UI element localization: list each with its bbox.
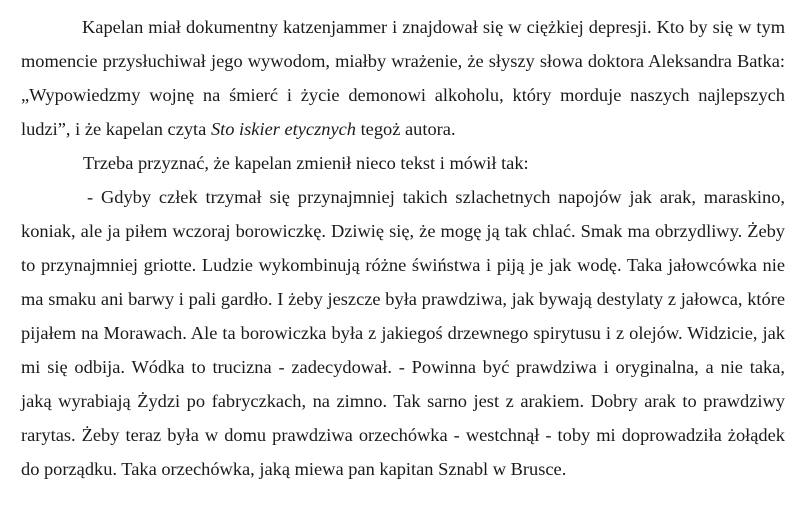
document-page bbox=[21, 10, 785, 486]
paragraph-transition: Trzeba przyznać, że kapelan zmienił nieco tekst i mówił tak: bbox=[83, 153, 529, 173]
paragraph-intro bbox=[21, 10, 785, 146]
paragraph-intro-ending: tegoż autora. bbox=[355, 119, 456, 139]
paragraph-monologue: - Gdyby człek trzymał się przynajmniej takich szlachetnych napojów jak arak, maraskino, koniak, ale ja piłem wczoraj borowiczkę. Dziwię się, że mogę ją tak chlać. Smak ma obrzydliwy. Żeby to przynajmniej griotte. Ludzie wykombinują różne świństwa i piją je jak wodę. Taka jałowcówka nie ma smaku ani barwy i pali gardło. I żeby jeszcze była prawdziwa, jak bywają destylaty z jałowca, które pijałem na Morawach. Ale ta borowiczka była z jakiegoś drzewnego spirytusu i z olejów. Widzicie, jak mi się odbija. Wódka to trucizna - zadecydował. - Powinna być prawdziwa i oryginalna, a nie taka, jaką wyrabiają Żydzi po fabryczkach, na zimno. Tak sarno jest z arakiem. Dobry arak to prawdziwy rarytas. Żeby teraz była w domu prawdziwa orzechówka - westchnął - toby mi doprowadziła żołądek do porządku. Taka orzechówka, jaką miewa pan kapitan Sznabl w Brusce. bbox=[21, 187, 785, 479]
book-title: Sto iskier etycznych bbox=[210, 119, 356, 139]
paragraph-intro-text: Kapelan miał dokumentny katzenjammer i znajdował się w ciężkiej depresji. Kto by się w tym momencie przysłuchiwał jego wywodom, miałby wrażenie, że słyszy słowa doktora Aleksandra Batka: „Wypowiedzmy wojnę na śmierć i życie demonowi alkoholu, który morduje naszych najlepszych ludzi”, i że kapelan czyta bbox=[21, 17, 785, 139]
